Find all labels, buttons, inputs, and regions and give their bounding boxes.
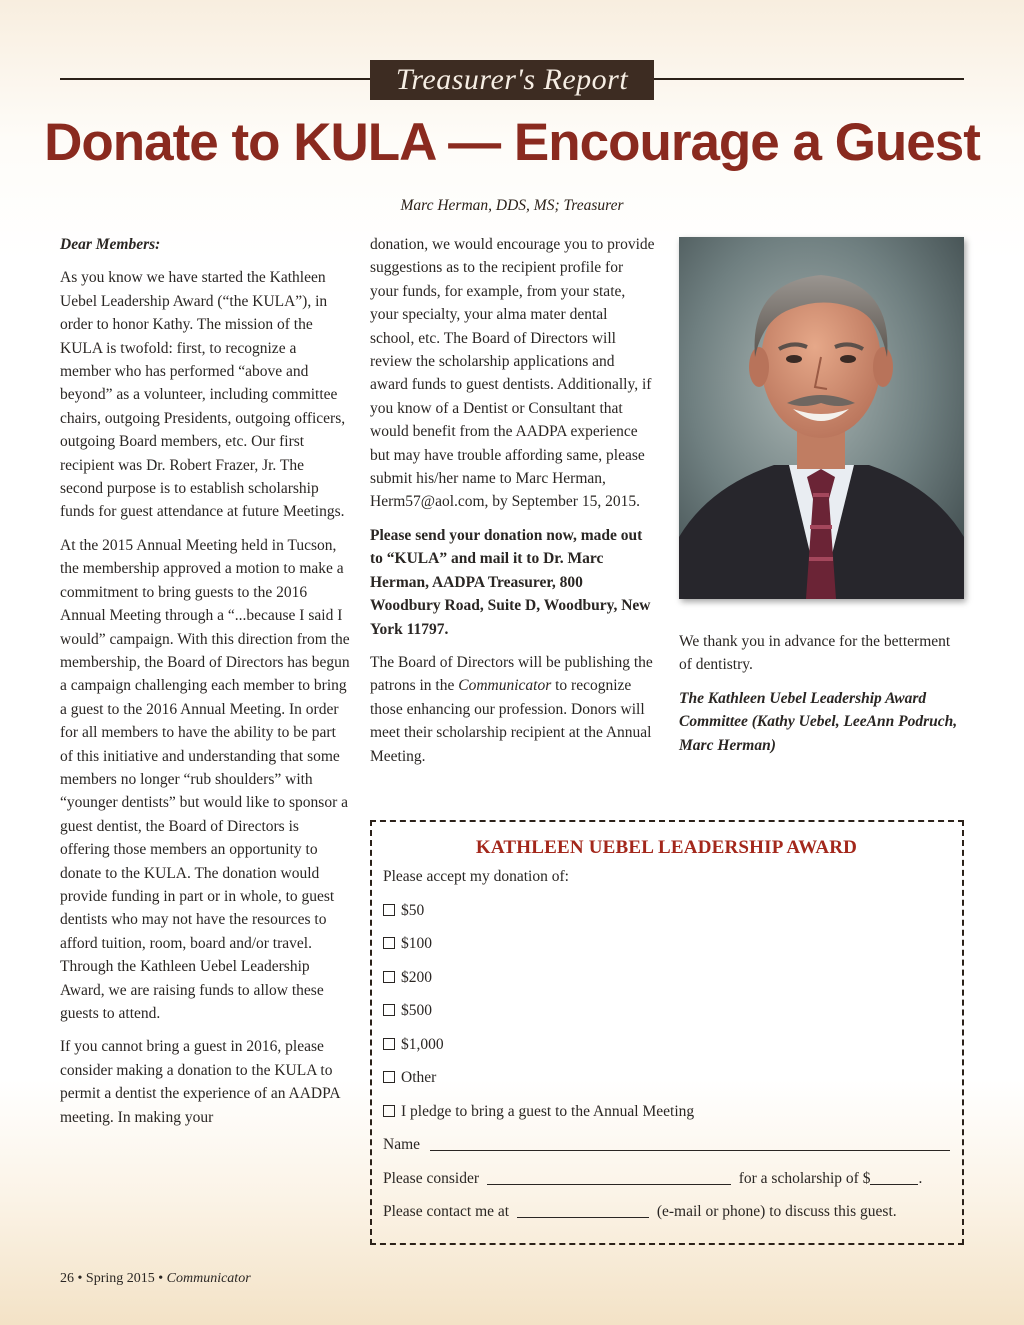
checkbox[interactable] xyxy=(383,1004,395,1016)
donation-option-1000[interactable] xyxy=(383,1034,950,1068)
form-title: KATHLEEN UEBEL LEADERSHIP AWARD xyxy=(475,837,858,858)
checkbox[interactable] xyxy=(383,1038,395,1050)
paragraph: If you cannot bring a guest in 2016, please consider making a donation to the KULA to permit a dentist the experience of an AADPA meeting. In making your xyxy=(60,1038,340,1126)
scholarship-label: for a scholarship of $ xyxy=(738,1169,871,1187)
name-field[interactable] xyxy=(430,1136,950,1151)
scholarship-amount-field[interactable] xyxy=(870,1170,918,1185)
consider-label: Please consider xyxy=(383,1169,479,1187)
paragraph-text: to recognize those enhancing our profession. Donors will meet their scholarship recipient at the Annual Meeting. xyxy=(370,677,652,765)
checkbox[interactable] xyxy=(383,1071,395,1083)
period: . xyxy=(918,1169,923,1187)
donation-option-500[interactable] xyxy=(383,1000,950,1034)
headline: Donate to KULA — Encourage a Guest xyxy=(44,113,980,172)
paragraph-text: The Board of Directors will be publishing the patrons in the xyxy=(370,653,653,695)
pledge-label: I pledge to bring a guest to the Annual Meeting xyxy=(401,1102,695,1120)
publication-name: Communicator xyxy=(458,677,552,695)
page-info: 26 • Spring 2015 • xyxy=(60,1271,167,1286)
paragraph: As you know we have started the Kathleen Uebel Leadership Award (“the KULA”), in order to honor Kathy. The mission of the KULA is twofold: first, to recognize a member who has performed “above and beyond” as a volunteer, including committee chairs, outgoing Presidents, outgoing officers, outgoing Board members, etc. Our first recipient was Dr. Robert Frazer, Jr. The second purpose is to establish scholarship funds for guest attendance at future Meetings. xyxy=(60,269,346,521)
article-column-1 xyxy=(60,233,350,1139)
name-label: Name xyxy=(383,1136,421,1153)
header-rule-right xyxy=(654,78,964,80)
header-rule-left xyxy=(60,78,370,80)
article-column-2 xyxy=(370,233,655,778)
paragraph: donation, we would encourage you to provide suggestions as to the recipient profile for your funds, for example, from your state, your specialty, your alma mater dental school, etc. The Board of Directors will review the scholarship applications and award funds to guest dentists. Additionally, if you know of a Dentist or Consultant that would benefit from the AADPA experience but may have trouble affording same, please submit his/her name to Marc Herman, Herm57@aol.com, by September 15, 2015. xyxy=(370,236,655,511)
checkbox[interactable] xyxy=(383,937,395,949)
author-portrait xyxy=(679,237,964,599)
guest-name-field[interactable] xyxy=(487,1170,731,1185)
contact-field[interactable] xyxy=(517,1203,649,1218)
salutation: Dear Members: xyxy=(60,236,161,253)
option-label: $200 xyxy=(401,968,432,986)
contact-suffix: (e-mail or phone) to discuss this guest. xyxy=(656,1203,897,1220)
paragraph xyxy=(370,651,655,768)
checkbox[interactable] xyxy=(383,904,395,916)
option-label: $1,000 xyxy=(401,1035,444,1053)
paragraph: We thank you in advance for the betterment of dentistry. xyxy=(679,633,951,674)
option-label: $100 xyxy=(401,935,432,952)
donation-option-200[interactable] xyxy=(383,967,950,1001)
checkbox[interactable] xyxy=(383,971,395,983)
article-column-3 xyxy=(679,630,964,767)
checkbox[interactable] xyxy=(383,1105,395,1117)
option-label: $500 xyxy=(401,1002,432,1019)
donation-form xyxy=(370,820,964,1245)
publication-title: Communicator xyxy=(166,1271,251,1286)
donation-instructions: Please send your donation now, made out to “KULA” and mail it to Dr. Marc Herman, AADPA Treasurer, 800 Woodbury Road, Suite D, Woodbury, New York 11797. xyxy=(370,526,651,638)
pledge-option[interactable] xyxy=(383,1101,950,1135)
form-intro: Please accept my donation of: xyxy=(383,868,569,885)
section-tag: Treasurer's Report xyxy=(370,60,654,100)
committee-signature: The Kathleen Uebel Leadership Award Committee (Kathy Uebel, LeeAnn Podruch, Marc Herman) xyxy=(679,689,958,754)
donation-option-100[interactable] xyxy=(383,933,950,967)
consider-row xyxy=(383,1168,950,1202)
option-label: Other xyxy=(401,1069,437,1086)
section-header xyxy=(60,60,964,100)
contact-label: Please contact me at xyxy=(383,1203,510,1220)
byline: Marc Herman, DDS, MS; Treasurer xyxy=(400,197,624,214)
donation-option-other[interactable] xyxy=(383,1067,950,1101)
name-row xyxy=(383,1134,950,1168)
paragraph: At the 2015 Annual Meeting held in Tucson, the membership approved a motion to make a commitment to bring guests to the 2016 Annual Meeting through a “...because I said I would” campaign. With this direction from the membership, the Board of Directors has begun a campaign challenging each member to bring a guest to the 2016 Annual Meeting. In order for all members to have the ability to be part of this initiative and understanding that some members no longer “rub shoulders” with “younger dentists” but would like to sponsor a guest dentist, the Board of Directors is offering those members an opportunity to donate to the KULA. The donation would provide funding in part or in whole, to guest dentists who may not have the resources to afford tuition, room, board and/or travel. Through the Kathleen Uebel Leadership Award, we are raising funds to allow these guests to attend. xyxy=(60,536,350,1022)
option-label: $50 xyxy=(401,901,425,919)
page-footer xyxy=(60,1271,251,1287)
contact-row xyxy=(383,1201,950,1235)
donation-option-50[interactable] xyxy=(383,900,950,934)
portrait-illustration xyxy=(679,237,964,599)
